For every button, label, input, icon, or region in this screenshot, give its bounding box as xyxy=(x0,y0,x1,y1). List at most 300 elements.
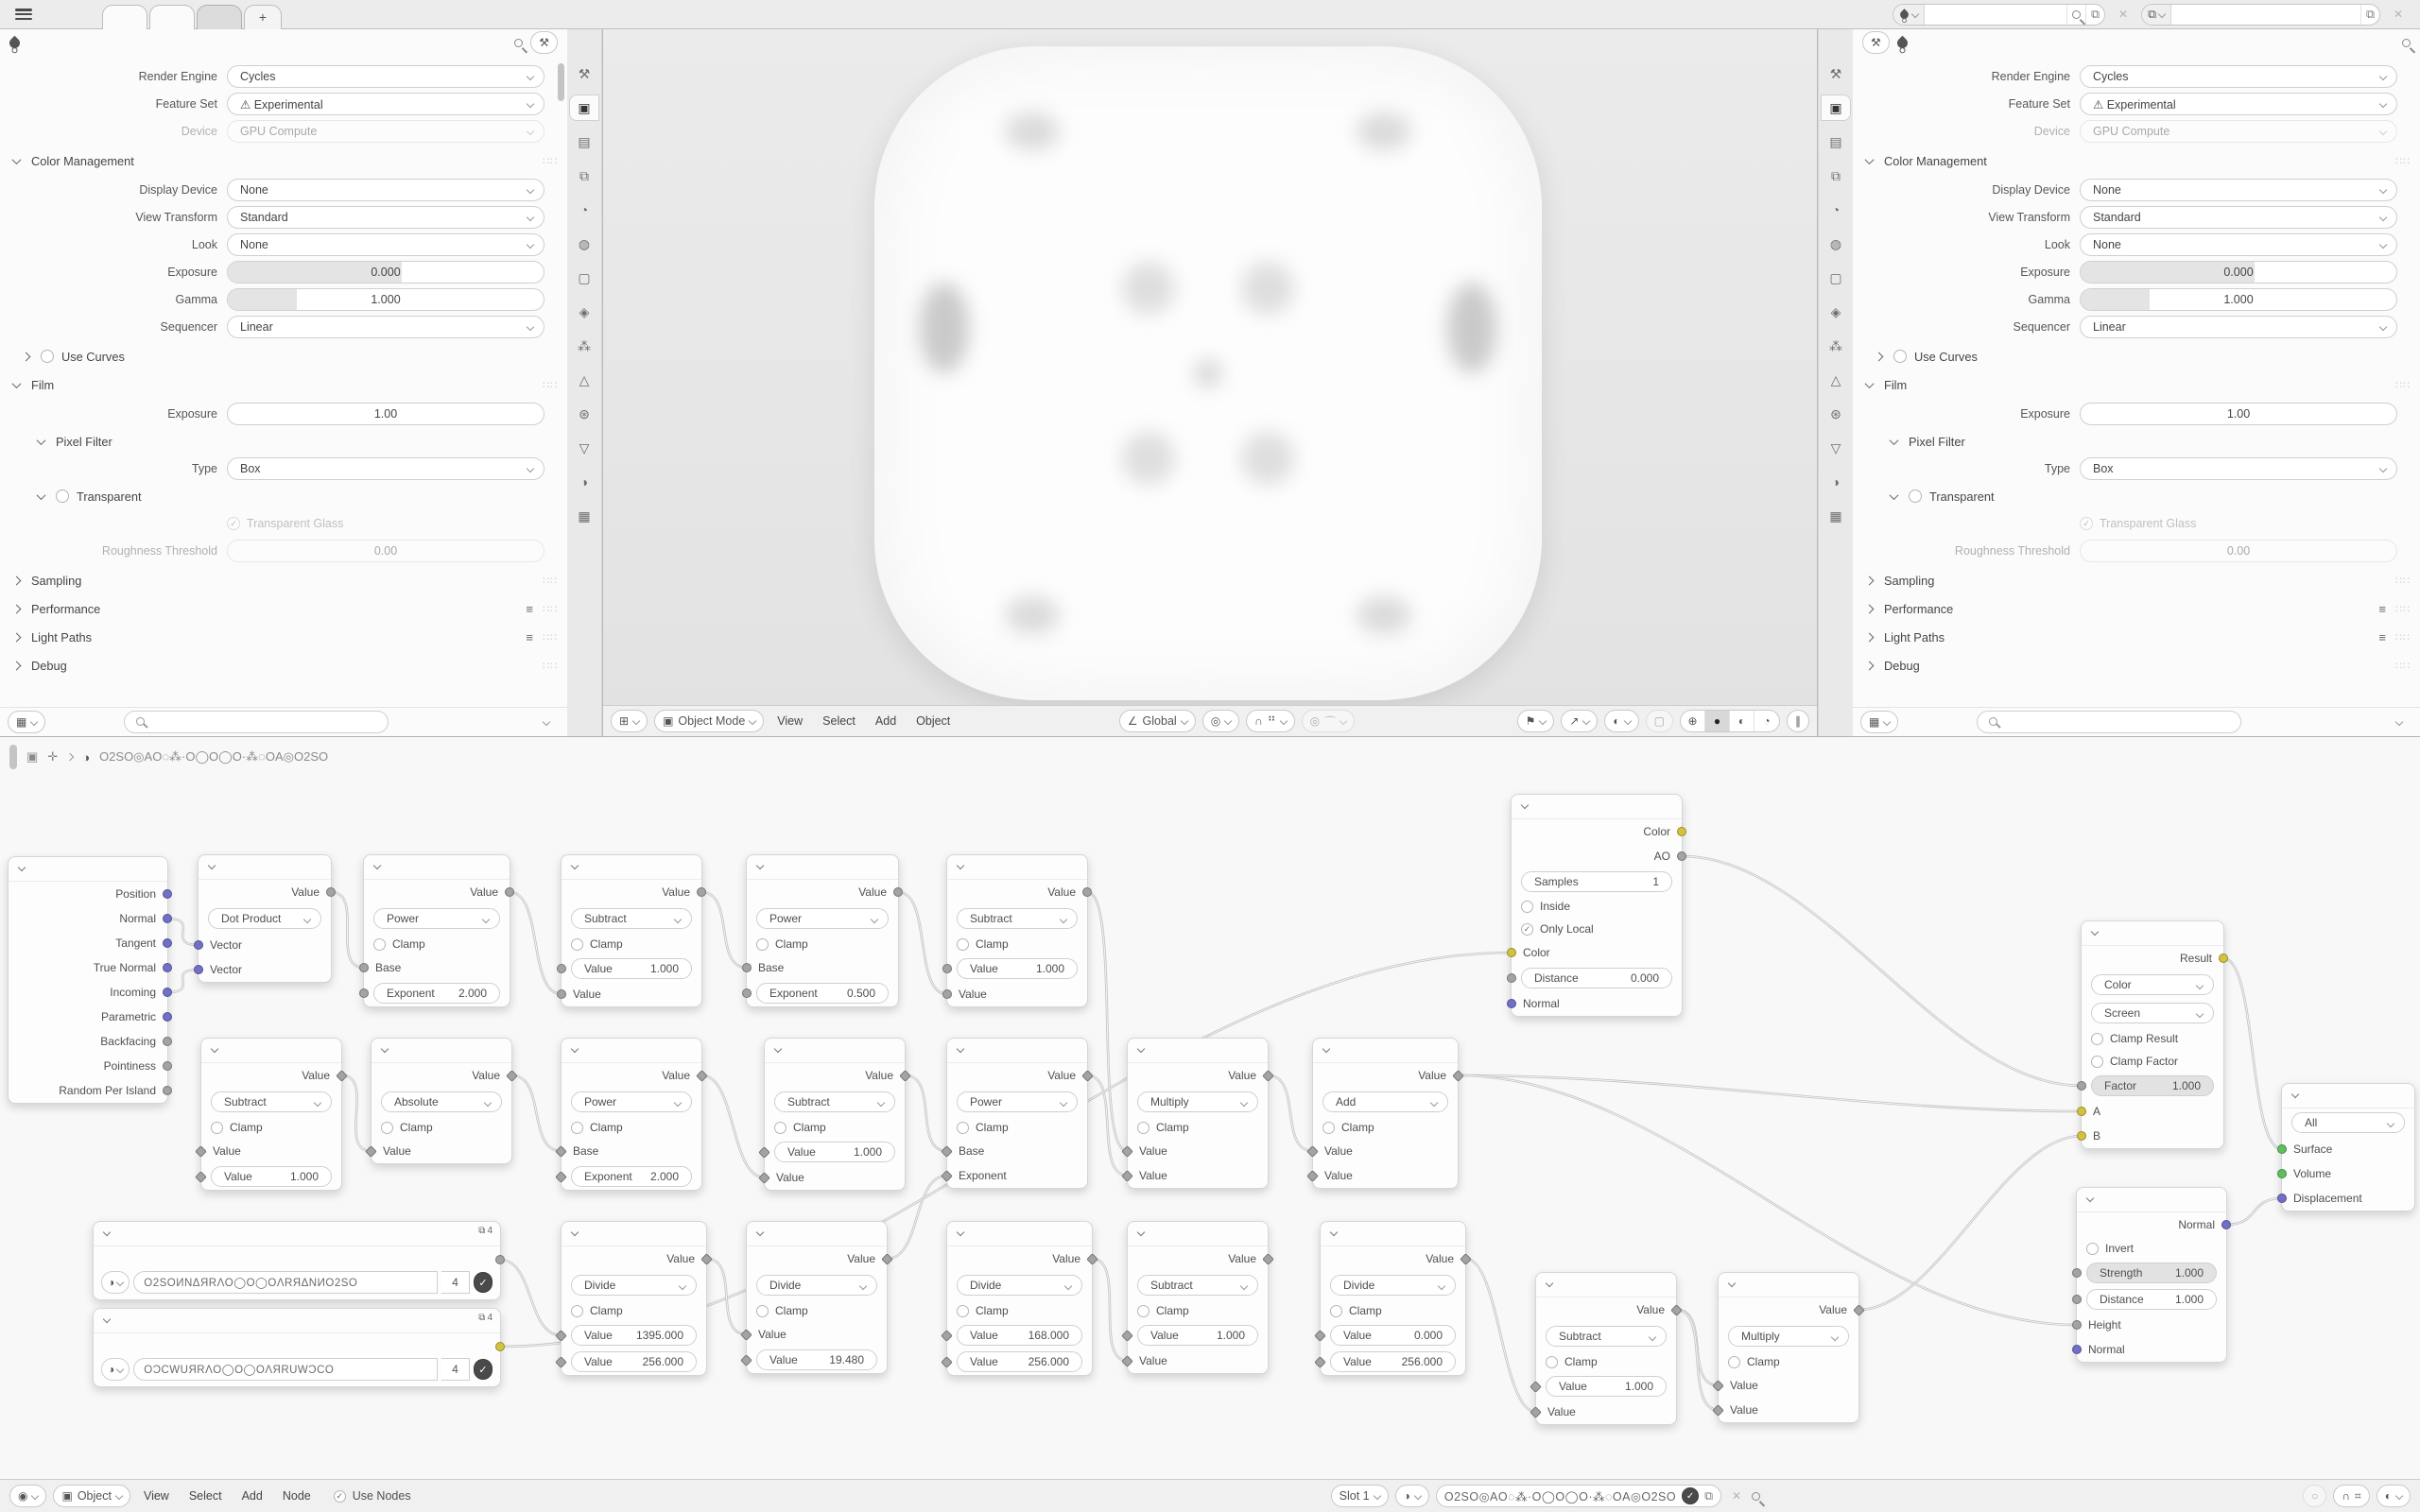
prop-select-look[interactable] xyxy=(2080,233,2397,256)
node-header[interactable] xyxy=(562,1222,706,1246)
checkbox-inside[interactable] xyxy=(1512,900,1570,913)
viewport-3d[interactable] xyxy=(602,29,1818,736)
material-icon-button[interactable] xyxy=(101,1271,130,1294)
operation-select[interactable] xyxy=(1546,1326,1667,1347)
properties-tab-modifiers[interactable]: ◈ xyxy=(1830,303,1841,319)
scrollbar[interactable] xyxy=(558,63,564,101)
value-field[interactable] xyxy=(373,983,500,1004)
drag-handle-icon[interactable]: ∷∷ xyxy=(543,155,558,167)
checkbox-clamp[interactable] xyxy=(947,1304,1009,1317)
checkbox-clamp[interactable] xyxy=(947,937,1009,951)
node-divide2[interactable] xyxy=(746,1221,888,1374)
output-socket[interactable] xyxy=(2219,954,2228,963)
checkbox-clamp-result[interactable] xyxy=(2082,1032,2178,1045)
properties-tab-object[interactable]: ▢ xyxy=(1829,269,1842,285)
subtoggle-use-curves[interactable] xyxy=(0,342,567,370)
shading-mode-solid[interactable]: ● xyxy=(1705,711,1730,731)
value-field[interactable] xyxy=(1330,1351,1456,1372)
output-socket[interactable] xyxy=(163,914,172,923)
proportional-editing-button[interactable]: ◎ ⌒ xyxy=(1302,710,1356,732)
node-add1[interactable] xyxy=(1312,1038,1459,1189)
operation-select[interactable] xyxy=(208,908,321,929)
workspace-tab[interactable] xyxy=(102,5,147,29)
input-socket[interactable] xyxy=(742,988,752,998)
operation-select[interactable] xyxy=(571,1275,697,1296)
editor-type-button[interactable]: ▦ xyxy=(8,711,45,733)
checkbox-clamp[interactable] xyxy=(364,937,425,951)
subsection-pixel-filter[interactable] xyxy=(1853,429,2420,454)
overlays-button[interactable] xyxy=(1604,710,1638,732)
collapse-chevron-icon[interactable] xyxy=(18,864,26,871)
checkbox-invert[interactable] xyxy=(2077,1242,2134,1255)
properties-tab-scene[interactable]: ◔ xyxy=(579,202,589,217)
output-socket[interactable] xyxy=(163,1061,172,1071)
checkbox-only-local[interactable]: ✓ Only Local xyxy=(1512,922,1594,936)
node-power3[interactable] xyxy=(561,1038,702,1191)
prop-select-feature-set[interactable] xyxy=(227,93,544,115)
section-debug[interactable] xyxy=(1853,651,2420,679)
section-light-paths[interactable] xyxy=(1853,623,2420,651)
operation-select[interactable] xyxy=(957,1275,1082,1296)
output-socket[interactable] xyxy=(163,1037,172,1046)
prop-slider-exposure[interactable] xyxy=(227,261,544,284)
collapse-chevron-icon[interactable] xyxy=(957,862,964,869)
node-header[interactable] xyxy=(2077,1188,2226,1212)
section-sampling[interactable] xyxy=(1853,566,2420,594)
texture-name-field[interactable]: OƆCWUЯRΛO◯O◯OΛЯRUWƆCO xyxy=(133,1358,438,1381)
drag-handle-icon[interactable]: ∷∷ xyxy=(2395,379,2411,391)
new-workspace-tab[interactable]: + xyxy=(244,5,282,29)
node-header[interactable] xyxy=(1536,1273,1676,1297)
drag-handle-icon[interactable]: ∷∷ xyxy=(543,603,558,615)
output-socket[interactable] xyxy=(163,938,172,948)
operation-select[interactable] xyxy=(756,908,889,929)
node-header[interactable] xyxy=(2082,921,2223,946)
pivot-point-button[interactable]: ◎ xyxy=(1202,710,1239,732)
output-socket[interactable] xyxy=(1677,851,1686,861)
value-field[interactable] xyxy=(1137,1325,1258,1346)
copy-icon[interactable]: ⧉ xyxy=(2360,5,2379,25)
material-icon-button[interactable] xyxy=(1395,1485,1429,1507)
checkbox-clamp[interactable] xyxy=(947,1121,1009,1134)
properties-tab-physics[interactable]: △ xyxy=(579,371,590,387)
node-subtract2[interactable] xyxy=(946,854,1088,1007)
checkbox-transparent-glass[interactable]: ✓ xyxy=(227,517,240,530)
section-debug[interactable] xyxy=(0,651,567,679)
image-name-field[interactable] xyxy=(2171,5,2360,25)
user-count[interactable]: 4 xyxy=(441,1358,470,1381)
overlays-button[interactable] xyxy=(2377,1485,2411,1507)
checkbox-clamp[interactable] xyxy=(372,1121,433,1134)
properties-tab-material[interactable]: ◑ xyxy=(1831,474,1841,490)
properties-tab-texture[interactable]: ▦ xyxy=(1829,507,1842,524)
output-socket[interactable] xyxy=(505,887,514,897)
scrollbar[interactable] xyxy=(9,745,17,769)
properties-tab-world[interactable]: ◍ xyxy=(1829,235,1842,251)
node-divide3[interactable] xyxy=(946,1221,1093,1376)
value-field[interactable] xyxy=(1521,968,1672,988)
output-socket[interactable] xyxy=(163,889,172,899)
node-geometry[interactable] xyxy=(8,856,168,1104)
input-socket[interactable] xyxy=(2072,1320,2082,1330)
operation-select[interactable] xyxy=(1137,1091,1258,1112)
checkbox-clamp[interactable] xyxy=(1536,1355,1598,1368)
search-input[interactable] xyxy=(1977,711,2241,733)
operation-select[interactable] xyxy=(1330,1275,1456,1296)
prop-select-feature-set[interactable] xyxy=(2080,93,2397,115)
collapse-chevron-icon[interactable] xyxy=(1546,1280,1553,1287)
collapse-chevron-icon[interactable] xyxy=(756,862,764,869)
value-field[interactable] xyxy=(2086,1263,2217,1283)
image-datablock-selector[interactable] xyxy=(2141,4,2380,26)
collapse-chevron-icon[interactable] xyxy=(571,1045,579,1053)
texture-name-field[interactable]: O2SOИNΔЯRΛO◯O◯OΛRЯΔNИO2SO xyxy=(133,1271,438,1294)
properties-tab-modifiers[interactable]: ◈ xyxy=(579,303,590,319)
list-icon[interactable]: ≡ xyxy=(526,629,533,644)
input-socket[interactable] xyxy=(557,964,566,973)
input-socket[interactable] xyxy=(2277,1169,2287,1178)
search-input[interactable] xyxy=(124,711,389,733)
drag-handle-icon[interactable]: ∷∷ xyxy=(543,660,558,672)
node-subtract5[interactable] xyxy=(1127,1221,1269,1374)
node-header[interactable] xyxy=(2282,1084,2414,1108)
input-socket[interactable] xyxy=(359,963,369,972)
node-subtract4[interactable] xyxy=(764,1038,906,1191)
value-field[interactable] xyxy=(1521,871,1672,892)
node-absolute[interactable] xyxy=(371,1038,512,1164)
checkbox-clamp[interactable] xyxy=(1321,1304,1382,1317)
prop-select-display-device[interactable] xyxy=(227,179,544,201)
gizmo-button[interactable] xyxy=(1561,710,1598,732)
output-socket[interactable] xyxy=(163,963,172,972)
section-sampling[interactable] xyxy=(0,566,567,594)
checkbox-clamp[interactable] xyxy=(562,1304,623,1317)
checkbox-clamp[interactable] xyxy=(1128,1121,1189,1134)
node-header[interactable] xyxy=(747,1222,887,1246)
operation-select[interactable] xyxy=(2091,1003,2214,1023)
output-socket[interactable] xyxy=(1677,827,1686,836)
app-menu-icon[interactable] xyxy=(15,9,32,20)
visibility-button[interactable] xyxy=(1517,710,1555,732)
pin-icon[interactable] xyxy=(1752,1492,1760,1501)
value-field[interactable] xyxy=(957,1351,1082,1372)
value-field[interactable] xyxy=(1546,1376,1667,1397)
toggle-checkbox[interactable] xyxy=(56,490,69,503)
input-socket[interactable] xyxy=(2277,1194,2287,1203)
shading-mode-wireframe[interactable]: ⊕ xyxy=(1681,711,1705,731)
collapse-chevron-icon[interactable] xyxy=(571,1228,579,1236)
workspace-tab[interactable] xyxy=(149,5,195,29)
properties-tab-tool[interactable]: ⚒ xyxy=(578,65,591,81)
properties-tab-view-layer[interactable]: ⧉ xyxy=(579,167,589,183)
drag-handle-icon[interactable]: ∷∷ xyxy=(2395,575,2411,587)
collapse-chevron-icon[interactable] xyxy=(103,1228,111,1236)
output-socket[interactable] xyxy=(495,1342,505,1351)
value-field[interactable] xyxy=(957,1325,1082,1346)
output-socket[interactable] xyxy=(1082,887,1092,897)
section-color-management[interactable] xyxy=(1853,146,2420,175)
node-header[interactable] xyxy=(947,1039,1087,1063)
properties-tab-material[interactable]: ◑ xyxy=(579,474,589,490)
operation-select[interactable] xyxy=(774,1091,895,1112)
prop-field-roughness-threshold[interactable] xyxy=(227,540,544,562)
checkbox-clamp[interactable] xyxy=(201,1121,263,1134)
output-socket[interactable] xyxy=(163,1086,172,1095)
collapse-chevron-icon[interactable] xyxy=(1322,1045,1330,1053)
close-icon[interactable]: ✕ xyxy=(2393,8,2403,21)
properties-tab-object-data[interactable]: ▽ xyxy=(579,439,590,455)
collapse-chevron-icon[interactable] xyxy=(211,1045,218,1053)
collapse-chevron-icon[interactable] xyxy=(571,862,579,869)
prop-select-type[interactable] xyxy=(227,457,544,480)
checkbox-clamp[interactable] xyxy=(747,937,808,951)
prop-select-device[interactable] xyxy=(227,120,544,143)
operation-select[interactable] xyxy=(571,908,692,929)
node-header[interactable] xyxy=(747,855,898,880)
close-icon[interactable]: ✕ xyxy=(1732,1489,1742,1503)
menu-select[interactable]: Select xyxy=(822,714,856,728)
menu-add[interactable]: Add xyxy=(874,714,897,728)
collapse-chevron-icon[interactable] xyxy=(756,1228,764,1236)
operation-select[interactable] xyxy=(957,908,1078,929)
node-output[interactable] xyxy=(2281,1083,2415,1211)
node-subtract3[interactable] xyxy=(200,1038,342,1191)
shading-mode-rendered[interactable]: ◔ xyxy=(1763,714,1771,728)
value-field[interactable] xyxy=(571,1351,697,1372)
input-socket[interactable] xyxy=(2072,1268,2082,1278)
drag-handle-icon[interactable]: ∷∷ xyxy=(2395,155,2411,167)
properties-tab-particles[interactable]: ⁂ xyxy=(578,337,591,353)
value-field[interactable] xyxy=(1330,1325,1456,1346)
list-icon[interactable]: ≡ xyxy=(526,601,533,616)
prop-select-sequencer[interactable] xyxy=(227,316,544,338)
node-tex2[interactable] xyxy=(93,1308,501,1387)
collapse-chevron-icon[interactable] xyxy=(2395,718,2403,726)
material-icon-button[interactable] xyxy=(101,1358,130,1381)
operation-select[interactable] xyxy=(1137,1275,1258,1296)
input-socket[interactable] xyxy=(742,963,752,972)
editor-type-button[interactable]: ⊞ xyxy=(611,710,648,732)
node-header[interactable] xyxy=(1719,1273,1858,1297)
node-tex1[interactable] xyxy=(93,1221,501,1300)
workspace-tab[interactable] xyxy=(197,5,242,29)
material-name-field[interactable] xyxy=(1436,1485,1721,1507)
collapse-chevron-icon[interactable] xyxy=(774,1045,782,1053)
prop-select-display-device[interactable] xyxy=(2080,179,2397,201)
drag-handle-icon[interactable]: ∷∷ xyxy=(2395,631,2411,644)
proportional-toggle[interactable]: ○ xyxy=(2303,1485,2326,1507)
node-power1[interactable] xyxy=(363,854,510,1007)
collapse-chevron-icon[interactable] xyxy=(103,1315,111,1323)
drag-handle-icon[interactable]: ∷∷ xyxy=(543,631,558,644)
node-header[interactable] xyxy=(1128,1039,1268,1063)
input-socket[interactable] xyxy=(194,965,203,974)
node-header[interactable] xyxy=(201,1039,341,1063)
input-socket[interactable] xyxy=(942,964,952,973)
output-socket[interactable] xyxy=(495,1255,505,1264)
close-icon[interactable]: ✕ xyxy=(2118,8,2129,21)
node-subtract6[interactable] xyxy=(1535,1272,1677,1425)
properties-tab-render[interactable]: ▣ xyxy=(1822,95,1850,120)
menu-add[interactable]: Add xyxy=(241,1489,263,1503)
node-power4[interactable] xyxy=(946,1038,1088,1189)
checkbox-clamp[interactable] xyxy=(562,1121,623,1134)
node-multiply2[interactable] xyxy=(1718,1272,1859,1423)
input-socket[interactable] xyxy=(1507,973,1516,983)
properties-tab-output[interactable]: ▤ xyxy=(1829,133,1842,149)
prop-select-look[interactable] xyxy=(227,233,544,256)
xray-toggle[interactable] xyxy=(1646,710,1673,732)
output-socket[interactable] xyxy=(697,887,706,897)
material-datablock-selector[interactable] xyxy=(1893,4,2105,26)
pin-icon[interactable] xyxy=(2402,39,2411,47)
prop-slider-exposure[interactable] xyxy=(2080,261,2397,284)
value-field[interactable] xyxy=(571,958,692,979)
checkbox-transparent-glass[interactable]: ✓ xyxy=(2080,517,2093,530)
properties-tab-object-data[interactable]: ▽ xyxy=(1830,439,1841,455)
collapse-chevron-icon[interactable] xyxy=(957,1228,964,1236)
slot-select[interactable] xyxy=(1331,1485,1389,1507)
node-mix[interactable] xyxy=(2081,920,2224,1149)
input-socket[interactable] xyxy=(2072,1295,2082,1304)
pin-icon[interactable] xyxy=(2066,5,2085,25)
snap-toggle[interactable] xyxy=(1246,710,1294,732)
properties-tab-constraints[interactable]: ⊛ xyxy=(1830,405,1841,421)
checkbox-clamp[interactable] xyxy=(765,1121,826,1134)
node-header[interactable] xyxy=(372,1039,511,1063)
menu-object[interactable]: Object xyxy=(916,714,951,728)
prop-field-exposure[interactable] xyxy=(227,403,544,425)
prop-select-render-engine[interactable] xyxy=(227,65,544,88)
input-socket[interactable] xyxy=(1507,999,1516,1008)
section-film[interactable] xyxy=(0,370,567,399)
input-socket[interactable] xyxy=(2077,1107,2086,1116)
properties-tab-constraints[interactable]: ⊛ xyxy=(579,405,590,421)
use-nodes-checkbox[interactable]: ✓ Use Nodes xyxy=(324,1489,411,1503)
collapse-chevron-icon[interactable] xyxy=(1728,1280,1736,1287)
input-socket[interactable] xyxy=(1507,948,1516,957)
properties-tab-tool[interactable]: ⚒ xyxy=(1829,65,1842,81)
collapse-chevron-icon[interactable] xyxy=(2291,1091,2299,1098)
prop-select-view-transform[interactable] xyxy=(2080,206,2397,229)
output-socket[interactable] xyxy=(163,1012,172,1022)
prop-select-type[interactable] xyxy=(2080,457,2397,480)
pin-icon[interactable] xyxy=(514,39,523,47)
prop-slider-gamma[interactable] xyxy=(2080,288,2397,311)
value-field[interactable] xyxy=(571,1325,697,1346)
menu-node[interactable]: Node xyxy=(282,1489,311,1503)
node-header[interactable] xyxy=(1512,795,1682,819)
mode-select[interactable]: ▣ Object Mode xyxy=(654,710,764,732)
node-header[interactable] xyxy=(765,1039,905,1063)
editor-type-button[interactable]: ▦ xyxy=(1860,711,1898,733)
input-socket[interactable] xyxy=(557,989,566,999)
orientation-select[interactable]: ∠ Global xyxy=(1119,710,1196,732)
menu-select[interactable]: Select xyxy=(188,1489,222,1503)
input-socket[interactable] xyxy=(194,940,203,950)
collapse-chevron-icon[interactable] xyxy=(208,862,216,869)
value-field[interactable] xyxy=(774,1142,895,1162)
collapse-chevron-icon[interactable] xyxy=(543,718,550,726)
checkbox-clamp-factor[interactable] xyxy=(2082,1055,2178,1068)
drag-handle-icon[interactable]: ∷∷ xyxy=(2395,660,2411,672)
output-socket[interactable] xyxy=(2221,1220,2231,1229)
drag-handle-icon[interactable]: ∷∷ xyxy=(2395,603,2411,615)
collapse-chevron-icon[interactable] xyxy=(381,1045,389,1053)
node-header[interactable] xyxy=(1321,1222,1465,1246)
node-dot[interactable] xyxy=(198,854,332,983)
user-count[interactable]: 4 xyxy=(441,1271,470,1294)
prop-field-exposure[interactable] xyxy=(2080,403,2397,425)
properties-tab-output[interactable]: ▤ xyxy=(578,133,591,149)
properties-tab-render[interactable]: ▣ xyxy=(570,95,598,120)
value-field[interactable] xyxy=(756,1349,877,1370)
operation-select[interactable] xyxy=(373,908,500,929)
node-divide4[interactable] xyxy=(1320,1221,1466,1376)
checkbox-clamp[interactable] xyxy=(1313,1121,1374,1134)
checkbox-clamp[interactable] xyxy=(747,1304,808,1317)
collapse-chevron-icon[interactable] xyxy=(1137,1228,1145,1236)
output-socket[interactable] xyxy=(163,988,172,997)
collapse-chevron-icon[interactable] xyxy=(1330,1228,1338,1236)
viewport-object[interactable] xyxy=(874,46,1542,700)
section-performance[interactable] xyxy=(0,594,567,623)
material-name-field[interactable] xyxy=(1925,5,2066,25)
value-field[interactable] xyxy=(211,1166,332,1187)
snap-toggle[interactable] xyxy=(2333,1485,2369,1507)
input-socket[interactable] xyxy=(2072,1345,2082,1354)
properties-tab-texture[interactable]: ▦ xyxy=(578,507,591,524)
value-field[interactable] xyxy=(571,1166,692,1187)
toggle-checkbox[interactable] xyxy=(1893,350,1907,363)
drag-handle-icon[interactable]: ∷∷ xyxy=(543,575,558,587)
node-header[interactable] xyxy=(1128,1222,1268,1246)
value-field[interactable] xyxy=(957,958,1078,979)
toggle-checkbox[interactable] xyxy=(41,350,54,363)
fake-user-shield-icon[interactable]: ✓ xyxy=(474,1359,493,1380)
properties-tab-world[interactable]: ◍ xyxy=(578,235,591,251)
properties-tab-physics[interactable]: △ xyxy=(1830,371,1841,387)
input-socket[interactable] xyxy=(2077,1131,2086,1141)
collapse-chevron-icon[interactable] xyxy=(373,862,381,869)
node-canvas[interactable] xyxy=(0,737,2420,1479)
operation-select[interactable] xyxy=(1322,1091,1448,1112)
section-film[interactable] xyxy=(1853,370,2420,399)
editor-type-button[interactable]: ◉ xyxy=(9,1485,46,1507)
node-subtract1[interactable] xyxy=(561,854,702,1007)
properties-tab-view-layer[interactable]: ⧉ xyxy=(1831,167,1841,183)
operation-select[interactable] xyxy=(756,1275,877,1296)
node-header[interactable] xyxy=(1313,1039,1458,1063)
operation-select[interactable] xyxy=(211,1091,332,1112)
operation-select[interactable] xyxy=(957,1091,1078,1112)
node-power2[interactable] xyxy=(746,854,899,1007)
node-multiply1[interactable] xyxy=(1127,1038,1269,1189)
node-header[interactable] xyxy=(94,1222,500,1246)
list-icon[interactable]: ≡ xyxy=(2378,601,2386,616)
value-field[interactable] xyxy=(756,983,889,1004)
node-header[interactable] xyxy=(947,855,1087,880)
output-socket[interactable] xyxy=(326,887,336,897)
fake-user-shield-icon[interactable]: ✓ xyxy=(474,1272,493,1293)
subtoggle-use-curves[interactable] xyxy=(1853,342,2420,370)
node-header[interactable] xyxy=(199,855,331,880)
prop-field-roughness-threshold[interactable] xyxy=(2080,540,2397,562)
value-field[interactable] xyxy=(2091,1075,2214,1096)
shader-node-editor[interactable] xyxy=(0,736,2420,1512)
node-divide1[interactable] xyxy=(561,1221,707,1376)
input-socket[interactable] xyxy=(2277,1144,2287,1154)
